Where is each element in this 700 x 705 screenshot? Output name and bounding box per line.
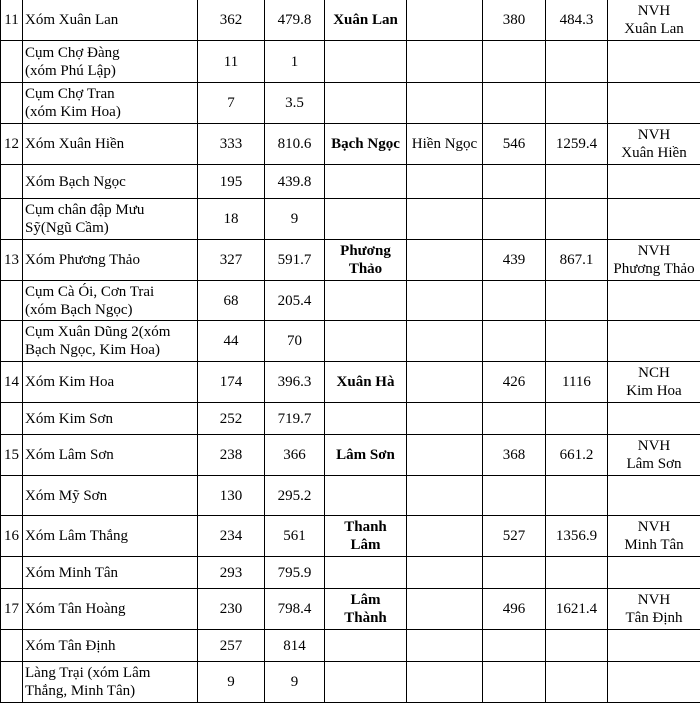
row-number-cell: [1, 435, 23, 476]
area-value-cell: [265, 41, 325, 83]
table-row: [1, 199, 700, 240]
merged-household-count-cell: [483, 41, 546, 83]
area-value-cell: [265, 403, 325, 435]
area-value-cell: [265, 321, 325, 362]
household-count-cell: [198, 662, 265, 703]
merged-household-count-cell: [483, 83, 546, 124]
household-count-cell: [198, 199, 265, 240]
community-hall-cell: [608, 662, 700, 703]
row-number-cell: [1, 589, 23, 630]
household-count-line: 234: [219, 528, 243, 544]
hamlet-name-cell: [23, 435, 198, 476]
household-count-cell: [198, 281, 265, 321]
household-count-cell: [198, 589, 265, 630]
area-value-cell: [265, 435, 325, 476]
community-hall-line: NVH: [637, 592, 671, 608]
community-hall-line: Xuân Lan: [624, 21, 684, 37]
community-hall-line: NVH: [637, 3, 671, 19]
household-count-line: 9: [227, 674, 235, 690]
hamlet-name-line: Xóm Lâm Thắng: [25, 528, 129, 544]
hamlet-name-cell: [23, 557, 198, 589]
row-number-cell: [1, 403, 23, 435]
area-value-cell: [265, 589, 325, 630]
row-number-line: 12: [4, 136, 19, 152]
merged-area-value-line: 1259.4: [555, 136, 598, 152]
merged-household-count-line: 496: [502, 601, 526, 617]
area-value-line: 795.9: [277, 564, 312, 581]
hamlet-name-line: Xóm Minh Tân: [25, 564, 119, 581]
community-hall-line: NCH: [638, 365, 670, 381]
hamlet-name-line: Xóm Bạch Ngọc: [25, 173, 126, 190]
household-count-line: 257: [219, 637, 243, 654]
alternative-name-cell: [407, 281, 483, 321]
alternative-name-cell: [407, 589, 483, 630]
table-row: [1, 124, 700, 165]
hamlet-name-cell: [23, 403, 198, 435]
hamlet-name-cell: [23, 41, 198, 83]
new-hamlet-name-line: Bạch Ngọc: [331, 136, 400, 152]
community-hall-cell: [608, 516, 700, 557]
merged-area-value-line: 867.1: [559, 252, 594, 268]
area-value-cell: [265, 662, 325, 703]
table-row: [1, 83, 700, 124]
alternative-name-cell: [407, 516, 483, 557]
household-count-cell: [198, 124, 265, 165]
merged-area-value-cell: [546, 281, 608, 321]
hamlet-name-cell: [23, 321, 198, 362]
household-count-cell: [198, 630, 265, 662]
table-row: [1, 281, 700, 321]
household-count-line: 7: [227, 95, 235, 111]
area-value-cell: [265, 362, 325, 403]
new-hamlet-name-line: Lâm Sơn: [336, 447, 395, 463]
hamlet-name-line: (xóm Phú Lập): [25, 62, 116, 79]
alternative-name-cell: [407, 476, 483, 516]
row-number-line: 15: [4, 447, 19, 463]
household-count-line: 362: [219, 12, 243, 28]
merged-household-count-cell: [483, 662, 546, 703]
merged-area-value-cell: [546, 199, 608, 240]
merged-household-count-line: 368: [502, 447, 526, 463]
hamlet-name-cell: [23, 0, 198, 41]
community-hall-line: Phương Thảo: [613, 261, 695, 277]
household-count-line: 44: [223, 333, 239, 349]
merged-household-count-line: 426: [502, 374, 526, 390]
new-hamlet-name-line: Xuân Lan: [333, 12, 398, 28]
row-number-line: 11: [4, 12, 19, 28]
area-value-cell: [265, 476, 325, 516]
merged-area-value-cell: [546, 362, 608, 403]
hamlet-name-cell: [23, 476, 198, 516]
hamlet-name-line: Xóm Phương Thảo: [25, 252, 140, 268]
alternative-name-cell: [407, 83, 483, 124]
row-number-cell: [1, 199, 23, 240]
area-value-line: 396.3: [277, 374, 312, 390]
merged-area-value-cell: [546, 630, 608, 662]
household-count-line: 293: [219, 564, 243, 581]
hamlet-name-line: (xóm Kim Hoa): [25, 104, 121, 120]
alternative-name-cell: [407, 199, 483, 240]
new-hamlet-name-line: Thanh: [344, 519, 387, 535]
table-row: [1, 630, 700, 662]
area-value-cell: [265, 630, 325, 662]
alternative-name-cell: [407, 41, 483, 83]
community-hall-line: Minh Tân: [624, 537, 684, 553]
hamlet-name-cell: [23, 589, 198, 630]
merged-household-count-line: 527: [502, 528, 526, 544]
household-count-line: 174: [219, 374, 243, 390]
community-hall-cell: [608, 281, 700, 321]
alternative-name-cell: [407, 124, 483, 165]
merged-area-value-cell: [546, 403, 608, 435]
row-number-cell: [1, 240, 23, 281]
community-hall-line: Kim Hoa: [626, 383, 682, 399]
merged-household-count-cell: [483, 321, 546, 362]
table-row: [1, 321, 700, 362]
table-row: [1, 435, 700, 476]
community-hall-cell: [608, 476, 700, 516]
area-value-cell: [265, 83, 325, 124]
household-count-cell: [198, 165, 265, 199]
community-hall-cell: [608, 589, 700, 630]
household-count-cell: [198, 321, 265, 362]
merged-area-value-cell: [546, 557, 608, 589]
household-count-cell: [198, 240, 265, 281]
table-row: [1, 557, 700, 589]
table-row: [1, 165, 700, 199]
alternative-name-line: Hiền Ngọc: [411, 136, 478, 152]
merged-area-value-cell: [546, 476, 608, 516]
merged-household-count-cell: [483, 630, 546, 662]
household-count-line: 327: [219, 252, 243, 268]
hamlet-name-line: Thắng, Minh Tân): [25, 683, 136, 699]
row-number-cell: [1, 476, 23, 516]
new-hamlet-name-line: Xuân Hà: [336, 374, 395, 390]
new-hamlet-name-line: Lâm: [350, 537, 381, 553]
row-number-cell: [1, 516, 23, 557]
merged-household-count-cell: [483, 476, 546, 516]
new-hamlet-name-cell: [325, 41, 407, 83]
hamlet-name-line: Xóm Xuân Hiền: [25, 136, 125, 152]
hamlet-name-cell: [23, 516, 198, 557]
area-value-line: 439.8: [277, 173, 312, 190]
community-hall-line: NVH: [637, 519, 671, 535]
row-number-cell: [1, 165, 23, 199]
row-number-cell: [1, 321, 23, 362]
new-hamlet-name-cell: [325, 662, 407, 703]
community-hall-line: NVH: [637, 243, 671, 259]
row-number-cell: [1, 362, 23, 403]
household-count-cell: [198, 403, 265, 435]
community-hall-cell: [608, 83, 700, 124]
household-count-line: 252: [219, 410, 243, 427]
table-row: [1, 362, 700, 403]
community-hall-cell: [608, 165, 700, 199]
hamlet-name-line: Cụm Chợ Đàng: [25, 44, 120, 61]
household-count-line: 68: [223, 292, 239, 309]
new-hamlet-name-cell: [325, 240, 407, 281]
row-number-cell: [1, 124, 23, 165]
new-hamlet-name-cell: [325, 124, 407, 165]
row-number-line: 13: [4, 252, 19, 268]
table-row: [1, 516, 700, 557]
alternative-name-cell: [407, 403, 483, 435]
table-row: [1, 41, 700, 83]
hamlet-name-line: Bạch Ngọc, Kim Hoa): [25, 342, 160, 358]
area-value-cell: [265, 557, 325, 589]
row-number-line: 16: [4, 528, 19, 544]
household-count-line: 18: [223, 211, 239, 227]
household-count-cell: [198, 41, 265, 83]
new-hamlet-name-cell: [325, 557, 407, 589]
table-row: [1, 589, 700, 630]
hamlet-name-line: Cụm Xuân Dũng 2(xóm: [25, 324, 171, 340]
merged-household-count-cell: [483, 240, 546, 281]
household-count-cell: [198, 476, 265, 516]
merged-household-count-cell: [483, 124, 546, 165]
community-hall-cell: [608, 403, 700, 435]
table-row: [1, 240, 700, 281]
area-value-cell: [265, 0, 325, 41]
alternative-name-cell: [407, 165, 483, 199]
alternative-name-cell: [407, 435, 483, 476]
merged-area-value-cell: [546, 0, 608, 41]
area-value-cell: [265, 165, 325, 199]
alternative-name-cell: [407, 557, 483, 589]
area-value-line: 70: [287, 333, 302, 349]
merged-household-count-cell: [483, 0, 546, 41]
hamlet-name-line: Xóm Tân Hoàng: [25, 601, 126, 617]
household-count-cell: [198, 557, 265, 589]
community-hall-line: Lâm Sơn: [626, 456, 682, 472]
new-hamlet-name-cell: [325, 589, 407, 630]
hamlet-name-line: (xóm Bạch Ngọc): [25, 301, 133, 318]
merged-household-count-cell: [483, 362, 546, 403]
community-hall-cell: [608, 124, 700, 165]
row-number-cell: [1, 662, 23, 703]
hamlet-name-cell: [23, 362, 198, 403]
hamlet-name-line: Xóm Kim Hoa: [25, 374, 115, 390]
merged-area-value-cell: [546, 240, 608, 281]
area-value-line: 9: [290, 674, 299, 690]
new-hamlet-name-cell: [325, 321, 407, 362]
new-hamlet-name-line: Lâm: [350, 592, 381, 608]
merged-area-value-cell: [546, 41, 608, 83]
hamlet-name-cell: [23, 630, 198, 662]
new-hamlet-name-cell: [325, 281, 407, 321]
community-hall-line: Tân Định: [625, 610, 683, 626]
household-count-line: 130: [219, 487, 243, 504]
new-hamlet-name-cell: [325, 0, 407, 41]
community-hall-line: Xuân Hiền: [621, 145, 687, 161]
hamlet-name-line: Xóm Kim Sơn: [25, 410, 113, 427]
row-number-cell: [1, 0, 23, 41]
hamlet-name-line: Cụm chân đập Mưu: [25, 202, 145, 218]
merged-area-value-cell: [546, 165, 608, 199]
hamlet-name-cell: [23, 662, 198, 703]
area-value-cell: [265, 281, 325, 321]
new-hamlet-name-cell: [325, 362, 407, 403]
row-number-cell: [1, 557, 23, 589]
household-count-line: 238: [219, 447, 243, 463]
new-hamlet-name-cell: [325, 476, 407, 516]
household-count-cell: [198, 516, 265, 557]
hamlet-name-line: Xóm Xuân Lan: [25, 12, 119, 28]
community-hall-line: NVH: [637, 438, 671, 454]
merged-household-count-cell: [483, 199, 546, 240]
merged-area-value-cell: [546, 589, 608, 630]
row-number-cell: [1, 83, 23, 124]
table-row: [1, 476, 700, 516]
hamlet-name-cell: [23, 83, 198, 124]
row-number-line: 17: [4, 601, 19, 617]
area-value-line: 366: [283, 447, 306, 463]
new-hamlet-name-cell: [325, 516, 407, 557]
area-value-line: 1: [290, 53, 299, 70]
row-number-cell: [1, 630, 23, 662]
area-value-line: 810.6: [277, 136, 312, 152]
new-hamlet-name-cell: [325, 165, 407, 199]
new-hamlet-name-cell: [325, 199, 407, 240]
merged-household-count-cell: [483, 165, 546, 199]
alternative-name-cell: [407, 321, 483, 362]
alternative-name-cell: [407, 240, 483, 281]
community-hall-cell: [608, 240, 700, 281]
community-hall-line: NVH: [637, 127, 671, 143]
hamlet-name-cell: [23, 281, 198, 321]
merged-area-value-line: 1356.9: [555, 528, 598, 544]
household-count-line: 230: [219, 601, 243, 617]
merged-area-value-line: 661.2: [559, 447, 594, 463]
table-row: [1, 662, 700, 703]
area-value-line: 479.8: [277, 12, 312, 28]
merged-household-count-cell: [483, 516, 546, 557]
hamlet-name-cell: [23, 240, 198, 281]
community-hall-cell: [608, 321, 700, 362]
hamlet-name-line: Xóm Mỹ Sơn: [25, 487, 108, 504]
merged-household-count-cell: [483, 403, 546, 435]
area-value-cell: [265, 516, 325, 557]
merged-household-count-cell: [483, 281, 546, 321]
hamlet-name-line: Sỹ(Ngũ Cầm): [25, 220, 109, 236]
area-value-line: 9: [290, 211, 299, 227]
community-hall-cell: [608, 435, 700, 476]
new-hamlet-name-line: Phương: [340, 243, 391, 259]
household-count-line: 333: [219, 136, 243, 152]
merged-area-value-line: 1116: [562, 374, 591, 390]
merged-area-value-cell: [546, 435, 608, 476]
hamlet-name-cell: [23, 124, 198, 165]
new-hamlet-name-cell: [325, 630, 407, 662]
new-hamlet-name-cell: [325, 83, 407, 124]
table-row: [1, 0, 700, 41]
hamlet-name-cell: [23, 165, 198, 199]
merged-area-value-line: 1621.4: [555, 601, 598, 617]
merged-area-value-line: 484.3: [559, 12, 594, 28]
new-hamlet-name-cell: [325, 435, 407, 476]
household-count-line: 11: [223, 53, 239, 70]
community-hall-cell: [608, 199, 700, 240]
area-value-cell: [265, 199, 325, 240]
merged-household-count-cell: [483, 557, 546, 589]
hamlet-name-line: Cụm Chợ Tran: [25, 86, 115, 102]
household-count-line: 195: [219, 173, 243, 190]
community-hall-cell: [608, 0, 700, 41]
merged-household-count-line: 380: [502, 12, 526, 28]
table-body: [1, 0, 700, 703]
area-value-cell: [265, 124, 325, 165]
merged-area-value-cell: [546, 516, 608, 557]
area-value-line: 295.2: [277, 487, 312, 504]
row-number-cell: [1, 281, 23, 321]
merged-area-value-cell: [546, 662, 608, 703]
community-hall-cell: [608, 630, 700, 662]
area-value-line: 3.5: [285, 95, 304, 111]
merged-area-value-cell: [546, 124, 608, 165]
new-hamlet-name-line: Thành: [344, 610, 387, 626]
row-number-line: 14: [4, 374, 19, 390]
household-count-cell: [198, 435, 265, 476]
community-hall-cell: [608, 557, 700, 589]
household-count-cell: [198, 362, 265, 403]
new-hamlet-name-cell: [325, 403, 407, 435]
hamlet-name-line: Xóm Lâm Sơn: [25, 447, 114, 463]
household-count-cell: [198, 0, 265, 41]
hamlet-name-line: Cụm Cà Ói, Cơn Trai: [25, 283, 155, 300]
new-hamlet-name-line: Thảo: [348, 261, 383, 277]
area-value-line: 561: [283, 528, 306, 544]
area-value-line: 205.4: [277, 292, 312, 309]
row-number-cell: [1, 41, 23, 83]
area-value-cell: [265, 240, 325, 281]
community-hall-cell: [608, 362, 700, 403]
household-count-cell: [198, 83, 265, 124]
area-value-line: 798.4: [277, 601, 312, 617]
area-value-line: 719.7: [277, 410, 312, 427]
merged-household-count-line: 439: [502, 252, 526, 268]
area-value-line: 591.7: [277, 252, 312, 268]
merged-household-count-line: 546: [502, 136, 526, 152]
merged-area-value-cell: [546, 321, 608, 362]
area-value-line: 814: [283, 637, 306, 654]
alternative-name-cell: [407, 0, 483, 41]
merged-household-count-cell: [483, 589, 546, 630]
merged-household-count-cell: [483, 435, 546, 476]
alternative-name-cell: [407, 362, 483, 403]
community-hall-cell: [608, 41, 700, 83]
hamlet-name-line: Làng Trại (xóm Lâm: [25, 665, 151, 681]
hamlet-name-cell: [23, 199, 198, 240]
hamlet-name-line: Xóm Tân Định: [25, 637, 116, 654]
table-row: [1, 403, 700, 435]
merged-area-value-cell: [546, 83, 608, 124]
alternative-name-cell: [407, 630, 483, 662]
alternative-name-cell: [407, 662, 483, 703]
